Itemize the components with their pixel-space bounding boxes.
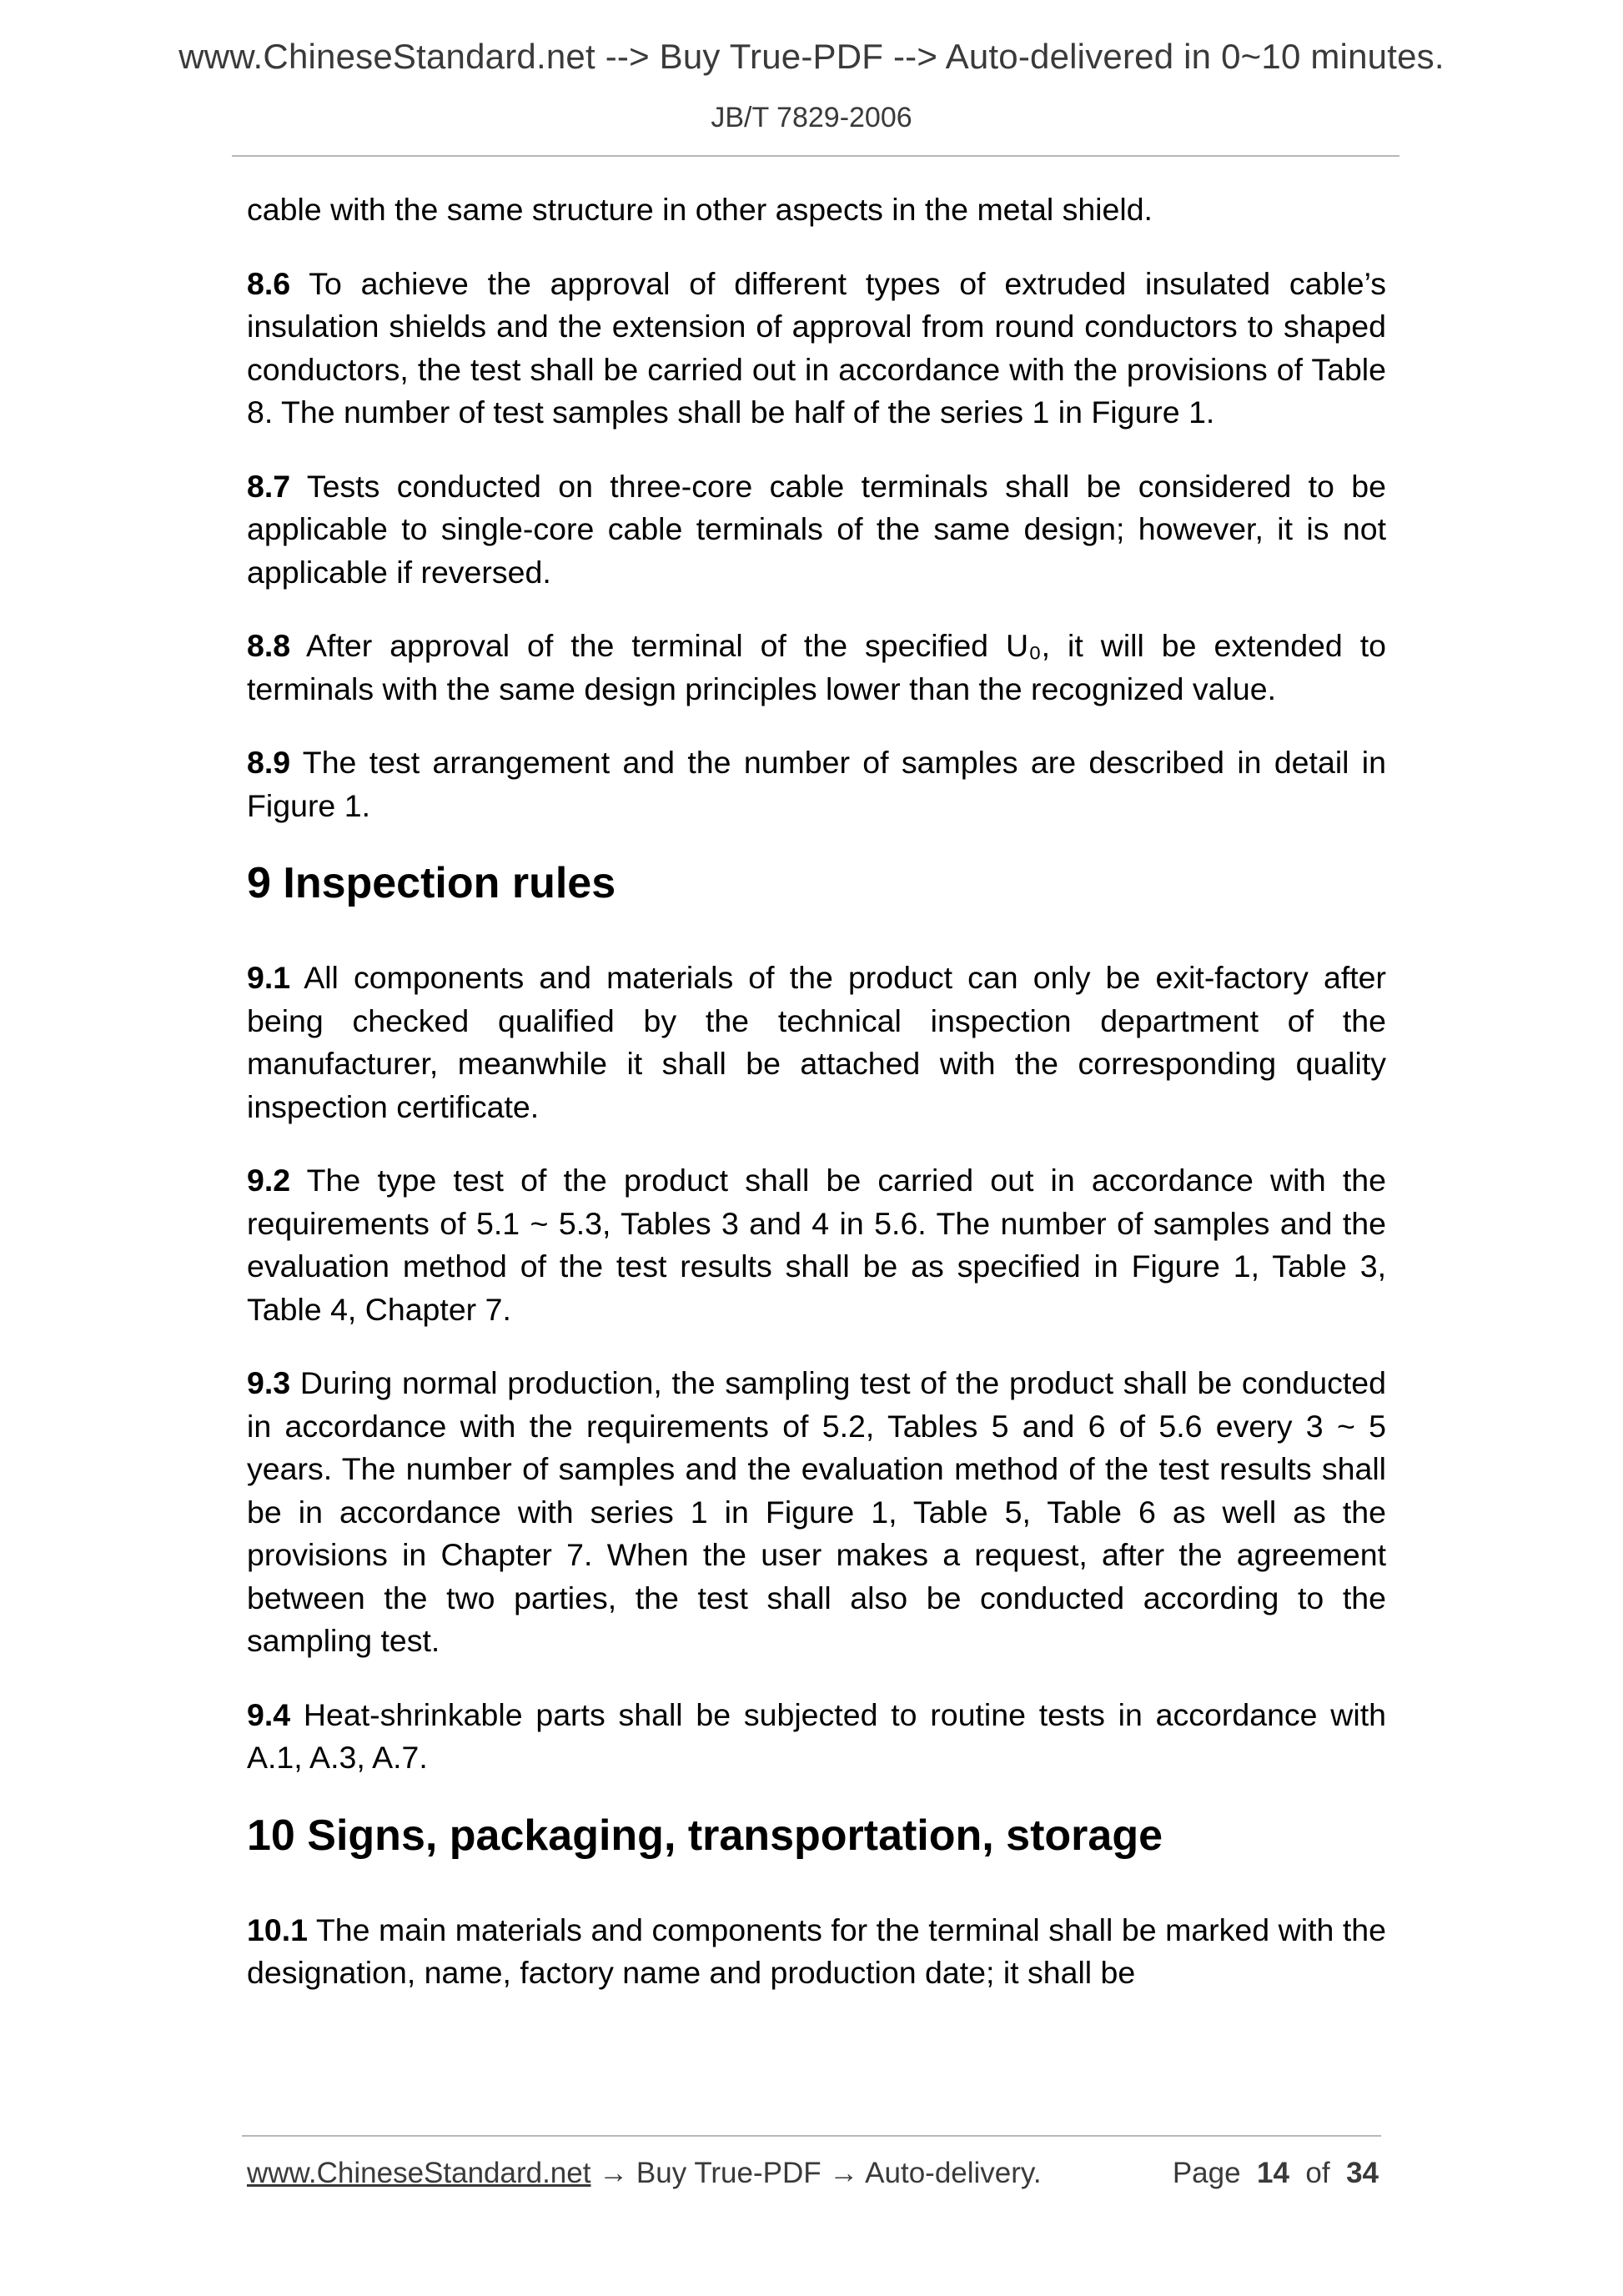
clause-number: 8.8: [247, 628, 291, 663]
total-page-count: 34: [1346, 2157, 1379, 2189]
section-heading-10: 10 Signs, packaging, transportation, storage: [247, 1811, 1163, 1860]
current-page-number: 14: [1257, 2157, 1289, 2189]
clause-9-4: [247, 1694, 1386, 1780]
clause-text: All components and materials of the product can only be exit-factory after being checked qualified by the technical inspection department of the manufacturer, meanwhile it shall be attached with the corresponding quality inspection certificate.: [247, 960, 1386, 1124]
page-content: [247, 188, 1386, 2026]
section-heading-9: 9 Inspection rules: [247, 859, 616, 907]
clause-8-9: [247, 741, 1386, 827]
clause-text: The main materials and components for the terminal shall be marked with the designation, name, factory name and production date; it shall be: [247, 1912, 1386, 1990]
clause-number: 9.2: [247, 1163, 291, 1198]
clause-9-3: [247, 1362, 1386, 1663]
clause-number: 9.4: [247, 1696, 291, 1732]
clause-9-2: [247, 1159, 1386, 1331]
of-label: of: [1305, 2157, 1330, 2189]
footer-site-link[interactable]: www.ChineseStandard.net: [247, 2157, 591, 2189]
document-id: JB/T 7829-2006: [711, 102, 912, 133]
clause-8-6: [247, 263, 1386, 435]
clause-text: To achieve the approval of different types of extruded insulated cable’s insulation shields and the extension of approval from round conductors to shaped conductors, the test shall be carried out in accordance with the provisions of Table 8. The number of test samples shall be half of the series 1 in Figure 1.: [247, 265, 1386, 430]
page-label: Page: [1172, 2157, 1241, 2189]
footer-divider: [242, 2135, 1381, 2137]
clause-number: 8.7: [247, 468, 291, 504]
clause-text: During normal production, the sampling test of the product shall be conducted in accordance with the requirements of 5.2, Tables 5 and 6 of 5.6 every 3 ~ 5 years. The number of samples and the evaluation method of the test results shall be in accordance with series 1 in Figure 1, Table 5, Table 6 as well as the provisions in Chapter 7. When the user makes a request, after the agreement between the two parties, the test shall also be conducted according to the sampling test.: [247, 1365, 1386, 1658]
footer-tagline: → Buy True-PDF → Auto-delivery.: [590, 2157, 1042, 2189]
paragraph-text: cable with the same structure in other aspects in the metal shield.: [247, 192, 1153, 227]
page-indicator: [1173, 2157, 1379, 2190]
header-divider: [232, 155, 1399, 157]
clause-number: 8.9: [247, 745, 291, 780]
footer-promo: [247, 2157, 1042, 2190]
clause-number: 8.6: [247, 265, 291, 301]
clause-10-1: [247, 1909, 1386, 1995]
header-banner: www.ChineseStandard.net --> Buy True-PDF --> Auto-delivered in 0~10 minutes.: [178, 37, 1445, 76]
clause-text: The type test of the product shall be carried out in accordance with the requirements of 5.1 ~ 5.3, Tables 3 and 4 in 5.6. The number of samples and the evaluation method of the test results shall be as specified in Figure 1, Table 3, Table 4, Chapter 7.: [247, 1163, 1386, 1327]
clause-text: After approval of the terminal of the specified U₀, it will be extended to terminals with the same design principles lower than the recognized value.: [247, 628, 1386, 706]
clause-number: 10.1: [247, 1912, 308, 1947]
clause-number: 9.1: [247, 960, 291, 995]
clause-number: 9.3: [247, 1365, 291, 1400]
clause-text: Heat-shrinkable parts shall be subjected to routine tests in accordance with A.1, A.3, A.7.: [247, 1696, 1386, 1775]
paragraph-continuation: [247, 188, 1386, 232]
clause-text: The test arrangement and the number of samples are described in detail in Figure 1.: [247, 745, 1386, 823]
clause-9-1: [247, 957, 1386, 1128]
clause-8-8: [247, 625, 1386, 711]
clause-8-7: [247, 465, 1386, 595]
clause-text: Tests conducted on three-core cable terminals shall be considered to be applicable to single-core cable terminals of the same design; however, it is not applicable if reversed.: [247, 468, 1386, 590]
